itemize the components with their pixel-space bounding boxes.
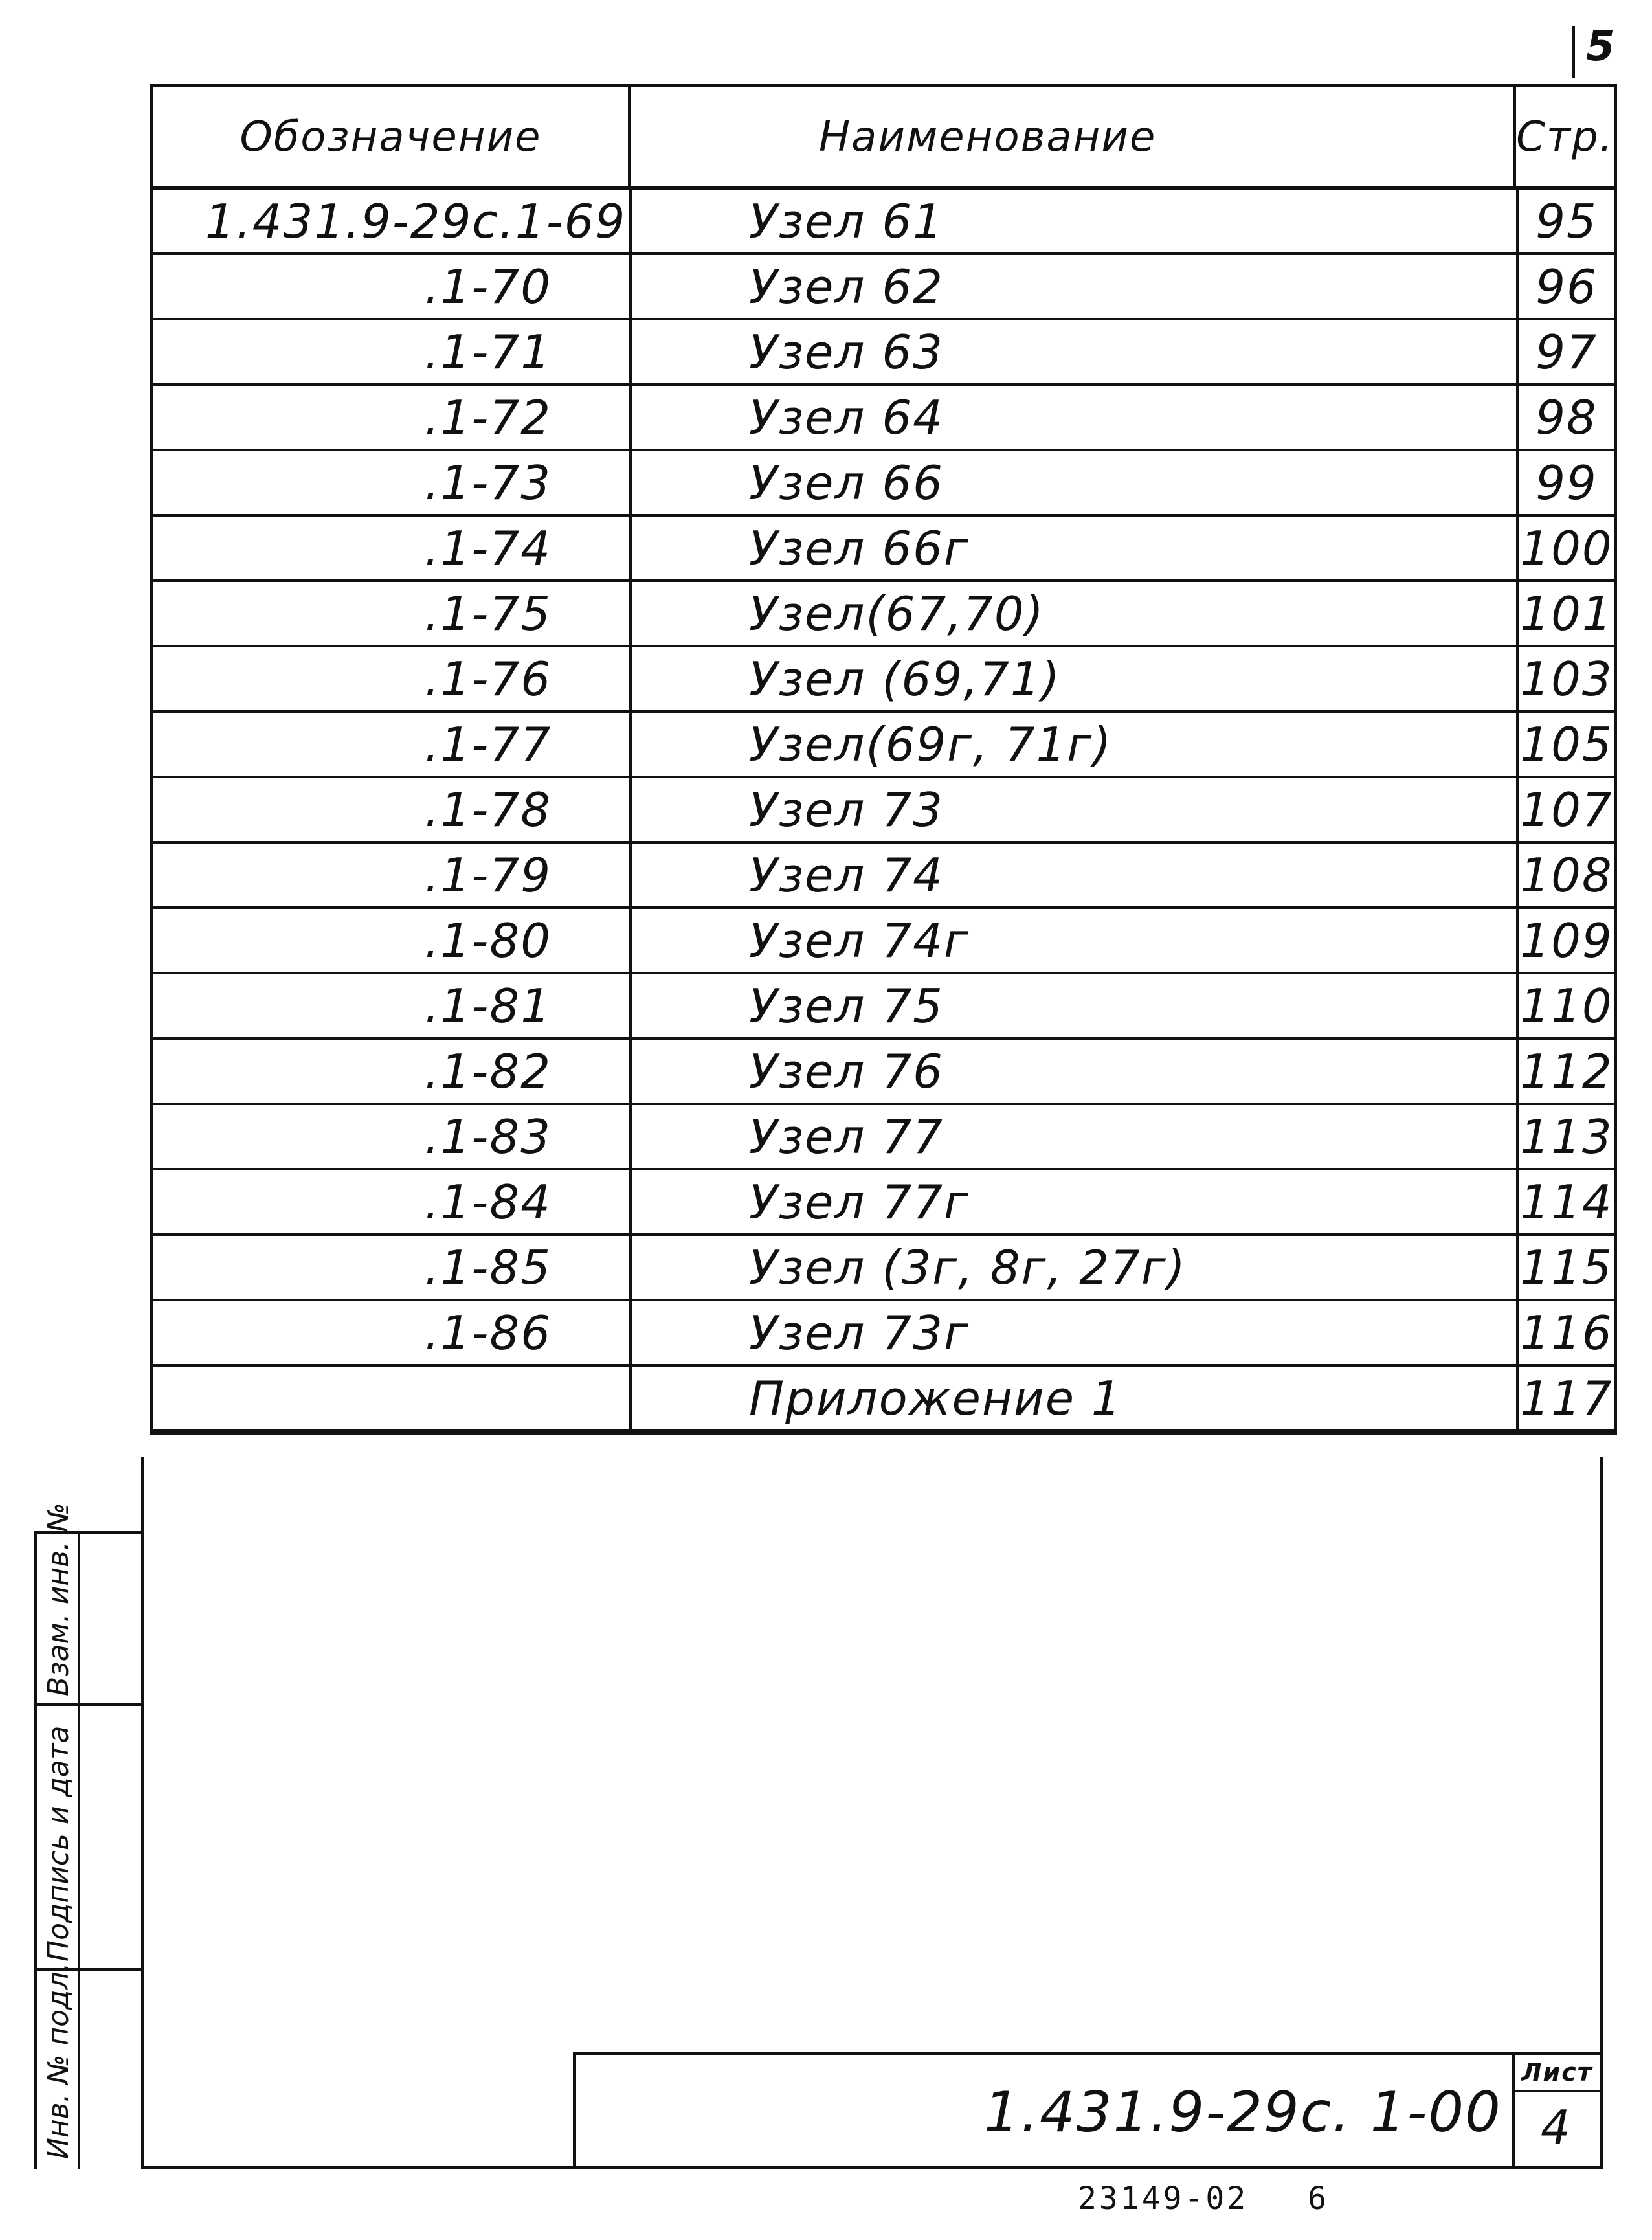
row-name: Узел (69,71) xyxy=(632,647,1519,710)
row-designation: .1-86 xyxy=(153,1301,632,1364)
table-row xyxy=(153,1170,1614,1236)
row-designation: .1-70 xyxy=(153,255,632,318)
table-row xyxy=(153,386,1614,451)
table-row xyxy=(153,517,1614,582)
row-designation: .1-80 xyxy=(153,909,632,972)
row-page: 112 xyxy=(1520,1044,1613,1099)
row-designation: .1-73 xyxy=(153,451,632,514)
table-row xyxy=(153,1367,1614,1432)
row-page: 97 xyxy=(1535,324,1598,379)
row-designation: .1-81 xyxy=(153,974,632,1037)
row-page: 108 xyxy=(1520,847,1613,902)
side-stamp-left-border xyxy=(34,1531,37,2169)
table-row xyxy=(153,974,1614,1040)
title-block-top-border xyxy=(573,2052,1603,2055)
row-name: Узел(67,70) xyxy=(632,582,1519,645)
row-name: Узел 73г xyxy=(632,1301,1519,1364)
table-row xyxy=(153,255,1614,320)
row-designation xyxy=(153,1367,632,1429)
row-designation: .1-77 xyxy=(153,713,632,776)
row-page: 96 xyxy=(1535,259,1598,314)
row-name: Узел(69г, 71г) xyxy=(632,713,1519,776)
corner-divider xyxy=(1572,26,1575,78)
row-name: Узел 76 xyxy=(632,1040,1519,1103)
row-page: 114 xyxy=(1520,1174,1613,1229)
table-header xyxy=(153,87,1614,190)
contents-table xyxy=(150,84,1617,1435)
side-stamp-inner-line xyxy=(78,1531,80,2169)
table-row xyxy=(153,909,1614,974)
title-block-sheet-label-line xyxy=(1512,2090,1603,2092)
table-row xyxy=(153,582,1614,647)
row-name: Узел 62 xyxy=(632,255,1519,318)
row-designation: .1-78 xyxy=(153,778,632,841)
row-designation: .1-71 xyxy=(153,320,632,383)
sheet-corner-number: 5 xyxy=(1586,23,1616,71)
row-page: 107 xyxy=(1520,782,1613,837)
row-designation: .1-79 xyxy=(153,844,632,906)
row-name: Узел 66г xyxy=(632,517,1519,579)
row-page: 95 xyxy=(1535,194,1598,249)
side-label-signature-date: Подпись и дата xyxy=(42,1725,75,1962)
side-label-inv-no: Инв. № подл. xyxy=(42,1962,75,2159)
document-code: 1.431.9-29с. 1-00 xyxy=(984,2080,1502,2145)
table-row xyxy=(153,713,1614,778)
row-name: Узел 66 xyxy=(632,451,1519,514)
row-page: 98 xyxy=(1535,390,1598,445)
row-page: 103 xyxy=(1520,651,1613,706)
row-name: Узел 74 xyxy=(632,844,1519,906)
header-name: Наименование xyxy=(631,87,1516,186)
archive-number: 23149-02 xyxy=(1078,2180,1249,2217)
header-page: Стр. xyxy=(1516,113,1614,161)
side-label-replaced-inv: Взам. инв. № xyxy=(42,1503,75,1696)
row-page: 109 xyxy=(1520,913,1613,968)
row-name: Узел 63 xyxy=(632,320,1519,383)
row-designation: .1-75 xyxy=(153,582,632,645)
row-designation: .1-82 xyxy=(153,1040,632,1103)
row-name: Узел 73 xyxy=(632,778,1519,841)
row-page: 116 xyxy=(1520,1305,1613,1360)
row-page: 99 xyxy=(1535,455,1598,510)
page-index: 6 xyxy=(1308,2180,1326,2217)
row-page: 113 xyxy=(1520,1109,1613,1164)
table-row xyxy=(153,320,1614,386)
row-designation: .1-72 xyxy=(153,386,632,449)
row-page: 115 xyxy=(1520,1240,1613,1295)
row-designation: .1-76 xyxy=(153,647,632,710)
table-row xyxy=(153,778,1614,844)
table-body xyxy=(153,190,1614,1432)
frame-bottom-border xyxy=(141,2166,1603,2169)
row-name: Узел 74г xyxy=(632,909,1519,972)
table-row xyxy=(153,1236,1614,1301)
row-designation: .1-84 xyxy=(153,1170,632,1233)
table-row xyxy=(153,190,1614,255)
row-page: 110 xyxy=(1520,978,1613,1033)
row-name: Приложение 1 xyxy=(632,1367,1519,1429)
row-page: 105 xyxy=(1520,717,1613,772)
title-block-left-border xyxy=(573,2052,576,2169)
sheet-label: Лист xyxy=(1521,2058,1593,2087)
table-row xyxy=(153,647,1614,713)
side-stamp-divider-1 xyxy=(34,1703,144,1706)
sheet-number: 4 xyxy=(1541,2100,1572,2155)
table-row xyxy=(153,844,1614,909)
row-designation: .1-83 xyxy=(153,1105,632,1168)
row-page: 101 xyxy=(1520,586,1613,641)
frame-left-border xyxy=(141,1457,144,2169)
row-name: Узел 77 xyxy=(632,1105,1519,1168)
row-name: Узел 64 xyxy=(632,386,1519,449)
table-row xyxy=(153,1040,1614,1105)
row-name: Узел (3г, 8г, 27г) xyxy=(632,1236,1519,1299)
row-page: 100 xyxy=(1520,521,1613,576)
row-name: Узел 77г xyxy=(632,1170,1519,1233)
table-row xyxy=(153,1105,1614,1170)
row-name: Узел 61 xyxy=(632,190,1519,252)
table-row xyxy=(153,451,1614,517)
header-designation: Обозначение xyxy=(153,87,631,186)
row-designation: .1-74 xyxy=(153,517,632,579)
row-page: 117 xyxy=(1520,1371,1613,1426)
row-designation: 1.431.9-29с.1-69 xyxy=(153,190,632,252)
title-block-sheet-divider xyxy=(1512,2052,1515,2169)
row-name: Узел 75 xyxy=(632,974,1519,1037)
table-row xyxy=(153,1301,1614,1367)
row-designation: .1-85 xyxy=(153,1236,632,1299)
frame-right-border xyxy=(1600,1457,1603,2169)
